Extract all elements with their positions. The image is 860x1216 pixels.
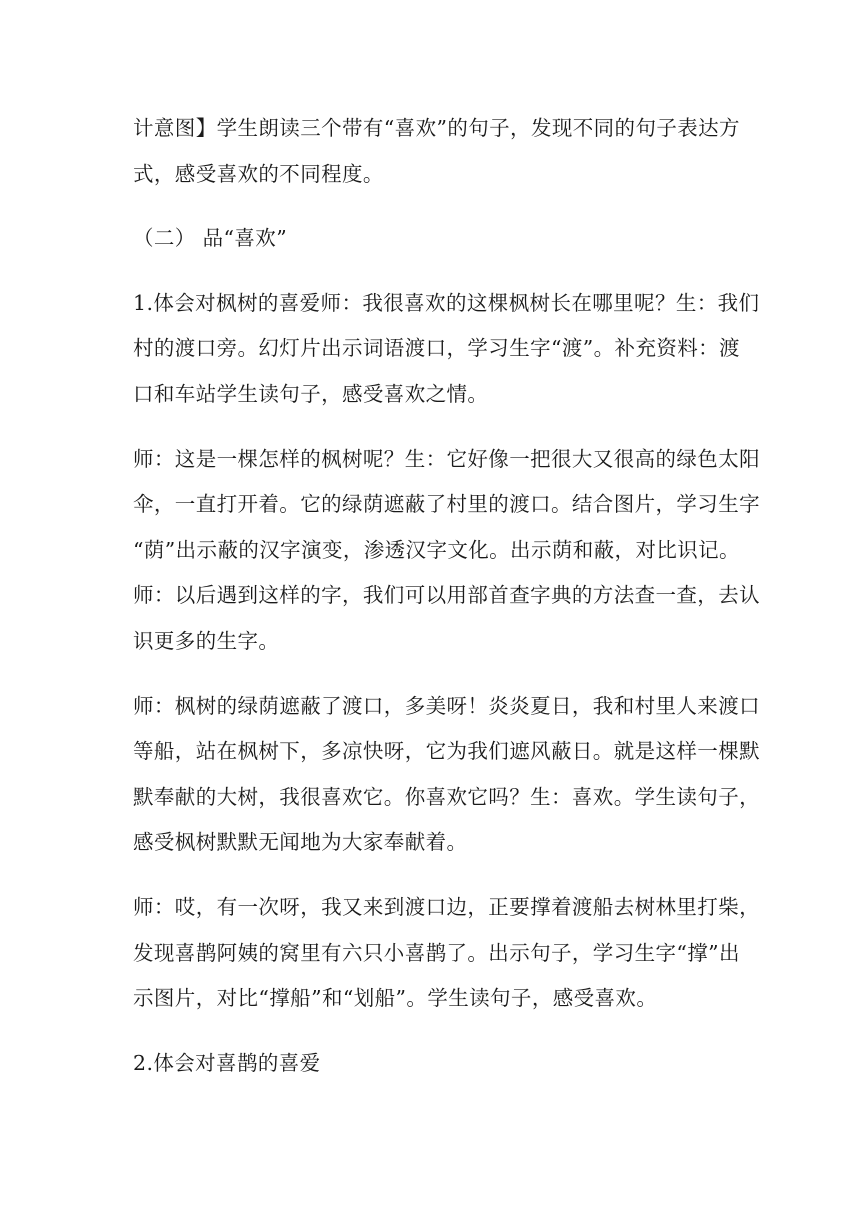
text-line: 村的渡口旁。幻灯片出示词语渡口，学习生字“渡”。补充资料：渡 xyxy=(133,336,740,361)
text-line: “荫”出示蔽的汉字演变，渗透汉字文化。出示荫和蔽，对比识记。 xyxy=(133,537,740,562)
paragraph-design-intent xyxy=(133,106,740,197)
paragraph-shade xyxy=(133,684,760,866)
text-line: 口和车站学生读句子，感受喜欢之情。 xyxy=(133,381,489,406)
text-line: 师：枫树的绿荫遮蔽了渡口，多美呀！炎炎夏日，我和村里人来渡口 xyxy=(133,693,760,718)
paragraph-maple-love xyxy=(133,281,760,418)
text-line: 默奉献的大树，我很喜欢它。你喜欢它吗？生：喜欢。学生读句子， xyxy=(133,784,760,809)
text-line: 示图片，对比“撑船”和“划船”。学生读句子，感受喜欢。 xyxy=(133,986,658,1011)
text-line: 师：这是一棵怎样的枫树呢？生：它好像一把很大又很高的绿色太阳 xyxy=(133,446,760,471)
paragraph-ferry xyxy=(133,885,760,1022)
subsection-heading xyxy=(133,1041,733,1087)
text-line: 师：哎，有一次呀，我又来到渡口边，正要撑着渡船去树林里打柴， xyxy=(133,894,760,919)
subsection-heading-text: 2.体会对喜鹊的喜爱 xyxy=(133,1050,321,1075)
text-line: 识更多的生字。 xyxy=(133,628,280,653)
section-heading-text: （二） 品“喜欢” xyxy=(133,226,288,251)
text-line: 式，感受喜欢的不同程度。 xyxy=(133,161,384,186)
section-heading xyxy=(133,216,733,262)
text-line: 感受枫树默默无闻地为大家奉献着。 xyxy=(133,830,468,855)
text-line: 伞，一直打开着。它的绿荫遮蔽了村里的渡口。结合图片，学习生字 xyxy=(133,492,760,517)
document-page xyxy=(133,106,760,1105)
text-line: 师：以后遇到这样的字，我们可以用部首查字典的方法查一查，去认 xyxy=(133,583,760,608)
text-line: 等船，站在枫树下，多凉快呀，它为我们遮风蔽日。就是这样一棵默 xyxy=(133,739,760,764)
text-line: 发现喜鹊阿姨的窝里有六只小喜鹊了。出示句子，学习生字“撑”出 xyxy=(133,940,740,965)
text-line: 计意图】学生朗读三个带有“喜欢”的句子，发现不同的句子表达方 xyxy=(133,116,740,140)
paragraph-what-kind-of-tree xyxy=(133,437,760,665)
text-line: 1.体会对枫树的喜爱师：我很喜欢的这棵枫树长在哪里呢？生：我们 xyxy=(133,290,760,315)
